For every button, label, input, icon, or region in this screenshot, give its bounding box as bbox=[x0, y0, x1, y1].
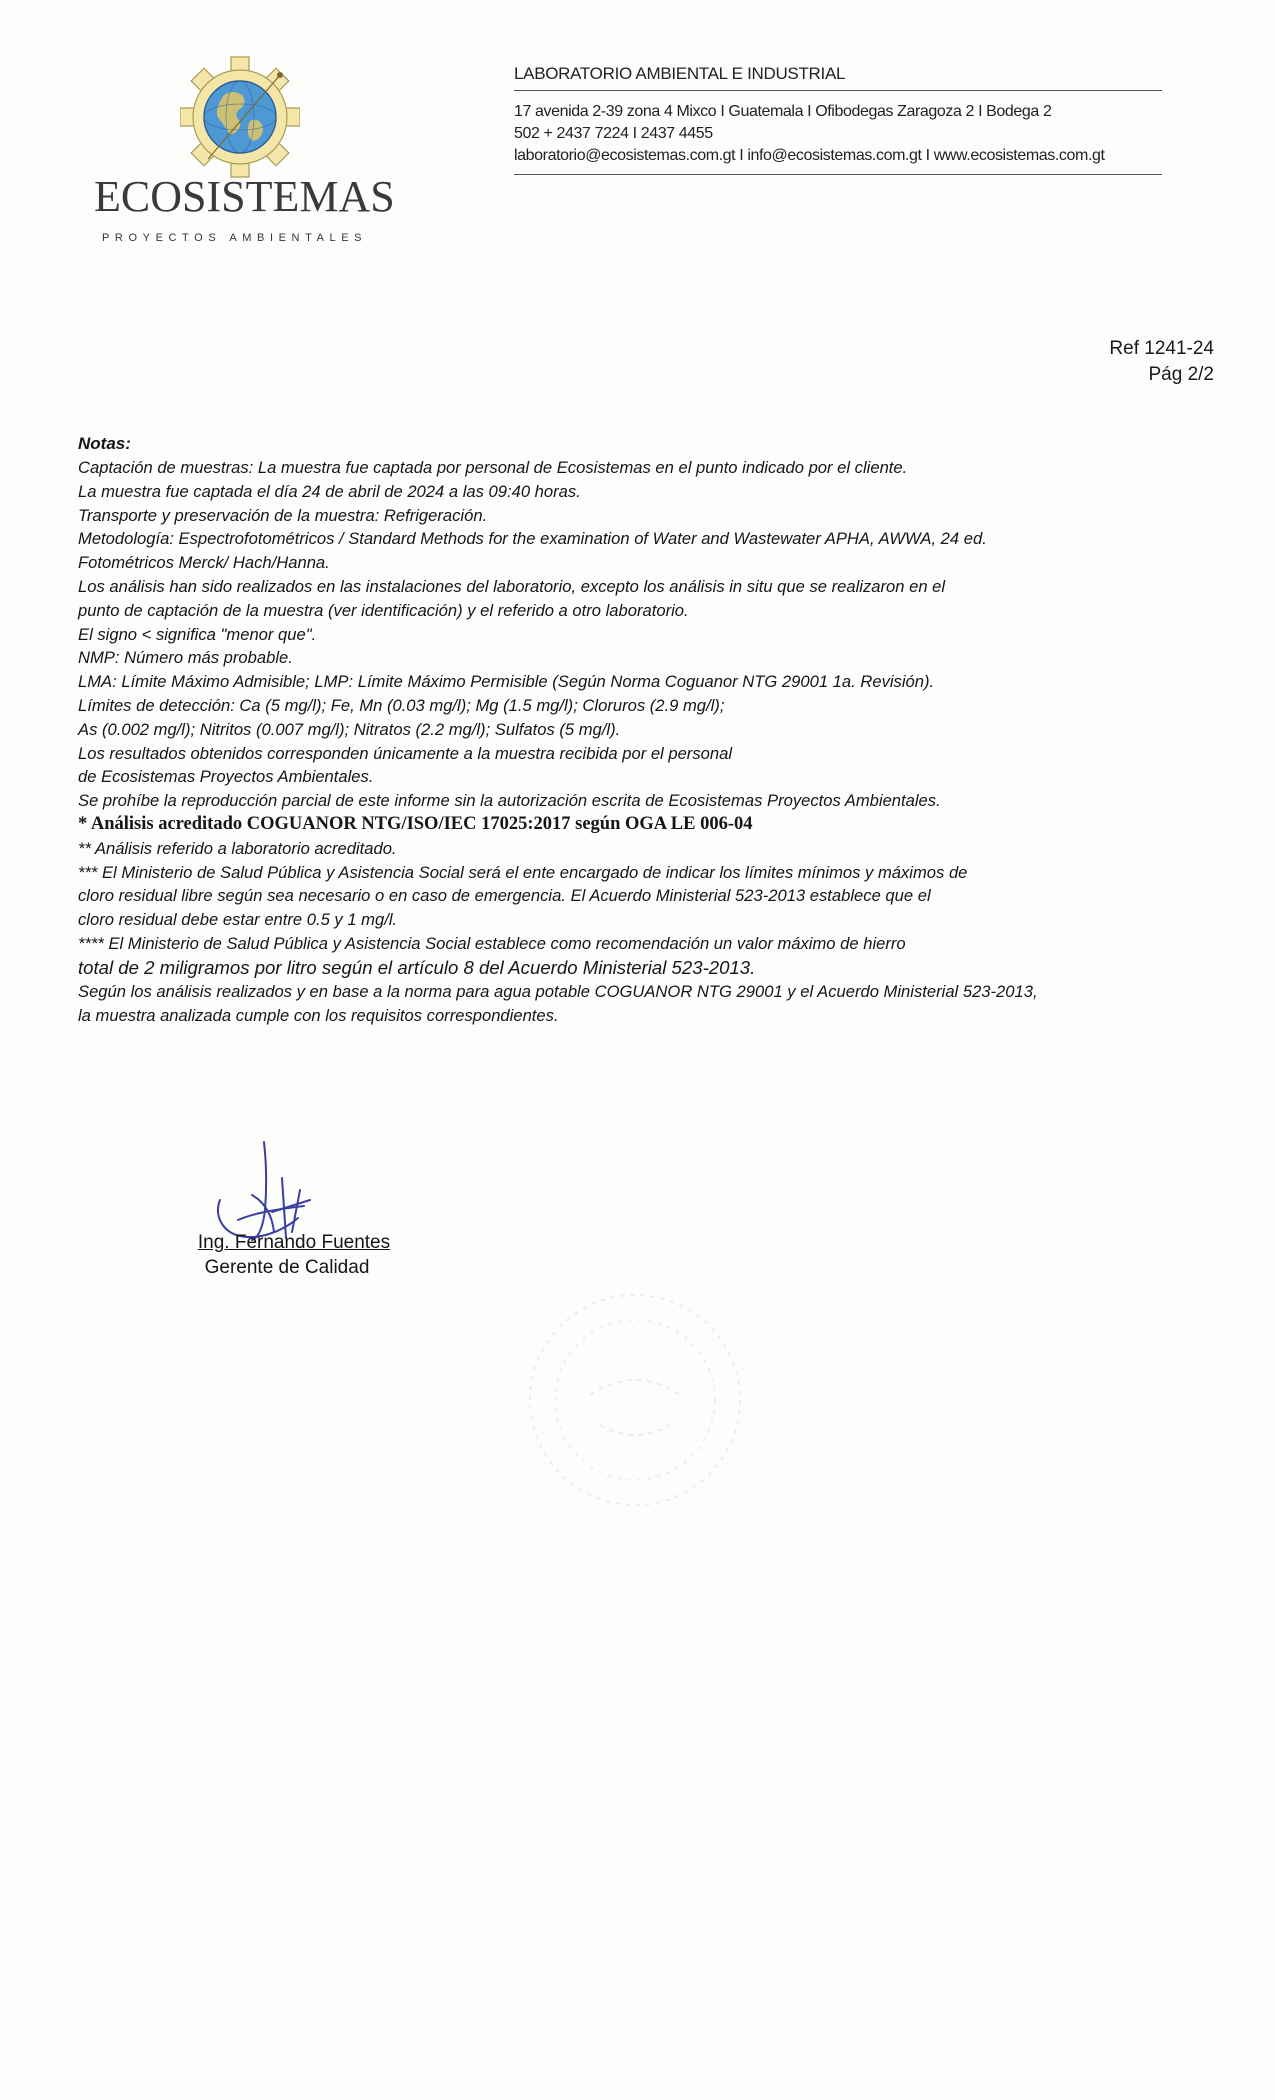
signatory-block bbox=[174, 1231, 414, 1281]
lab-name: LABORATORIO AMBIENTAL E INDUSTRIAL bbox=[514, 64, 1162, 91]
note-line: Límites de detección: Ca (5 mg/l); Fe, Mn (0.03 mg/l); Mg (1.5 mg/l); Cloruros (2.9 mg/l); bbox=[78, 695, 725, 715]
lab-address: 17 avenida 2-39 zona 4 Mixco I Guatemala I Ofibodegas Zaragoza 2 I Bodega 2 bbox=[514, 103, 1052, 120]
note-line: total de 2 miligramos por litro según el artículo 8 del Acuerdo Ministerial 523-2013. bbox=[78, 956, 756, 978]
logo-wordmark: ECOSISTEMAS bbox=[94, 172, 395, 221]
accreditation-note: * Análisis acreditado COGUANOR NTG/ISO/IEC 17025:2017 según OGA LE 006-04 bbox=[78, 813, 753, 834]
note-line: de Ecosistemas Proyectos Ambientales. bbox=[78, 767, 374, 787]
note-line: punto de captación de la muestra (ver identificación) y el referido a otro laboratorio. bbox=[78, 600, 689, 620]
logo-tagline: PROYECTOS AMBIENTALES bbox=[102, 232, 368, 244]
note-line: Los análisis han sido realizados en las instalaciones del laboratorio, excepto los análisis in situ que se realizaron en el bbox=[78, 576, 946, 596]
note-line: Se prohíbe la reproducción parcial de este informe sin la autorización escrita de Ecosistemas Proyectos Ambientales. bbox=[78, 791, 941, 811]
note-line: cloro residual libre según sea necesario o en caso de emergencia. El Acuerdo Ministerial 523-2013 establece que el bbox=[78, 886, 931, 906]
notes-section bbox=[78, 432, 1198, 1027]
note-line: la muestra analizada cumple con los requisitos correspondientes. bbox=[78, 1005, 559, 1025]
lab-header bbox=[514, 64, 1162, 175]
note-line: Transporte y preservación de la muestra: Refrigeración. bbox=[78, 505, 488, 525]
note-line: ** Análisis referido a laboratorio acreditado. bbox=[78, 838, 397, 858]
note-line: La muestra fue captada el día 24 de abril de 2024 a las 09:40 horas. bbox=[78, 481, 581, 501]
embossed-seal-icon bbox=[520, 1275, 750, 1525]
lab-contacts: laboratorio@ecosistemas.com.gt I info@ecosistemas.com.gt I www.ecosistemas.com.gt bbox=[514, 145, 1162, 175]
note-line: Los resultados obtenidos corresponden únicamente a la muestra recibida por el personal bbox=[78, 743, 733, 763]
note-line: *** El Ministerio de Salud Pública y Asistencia Social será el ente encargado de indicar los límites mínimos y máximos de bbox=[78, 862, 968, 882]
note-line: Fotométricos Merck/ Hach/Hanna. bbox=[78, 553, 330, 573]
page-number: Pág 2/2 bbox=[1148, 364, 1214, 385]
reference-number: Ref 1241-24 bbox=[1109, 338, 1214, 359]
note-line: As (0.002 mg/l); Nitritos (0.007 mg/l); Nitratos (2.2 mg/l); Sulfatos (5 mg/l). bbox=[78, 719, 621, 739]
gear-globe-icon bbox=[180, 55, 300, 180]
company-logo bbox=[88, 55, 395, 255]
note-line: NMP: Número más probable. bbox=[78, 648, 293, 668]
note-line: cloro residual debe estar entre 0.5 y 1 mg/l. bbox=[78, 910, 398, 930]
note-line: Captación de muestras: La muestra fue captada por personal de Ecosistemas en el punto indicado por el cliente. bbox=[78, 458, 908, 477]
reference-block bbox=[1109, 336, 1214, 388]
note-line: Metodología: Espectrofotométricos / Standard Methods for the examination of Water and Wastewater APHA, AWWA, 24 ed. bbox=[78, 529, 987, 549]
note-line: LMA: Límite Máximo Admisible; LMP: Límite Máximo Permisible (Según Norma Coguanor NTG 29001 1a. Revisión). bbox=[78, 672, 935, 692]
note-line: **** El Ministerio de Salud Pública y Asistencia Social establece como recomendación un valor máximo de hierro bbox=[78, 933, 906, 953]
lab-phones: 502 + 2437 7224 I 2437 4455 bbox=[514, 125, 713, 142]
notes-title: Notas: bbox=[78, 434, 131, 453]
note-line: El signo < significa "menor que". bbox=[78, 624, 317, 644]
note-line: Según los análisis realizados y en base a la norma para agua potable COGUANOR NTG 29001 y el Acuerdo Ministerial 523-2013, bbox=[78, 981, 1038, 1001]
signatory-title: Gerente de Calidad bbox=[204, 1257, 370, 1278]
signatory-name: Ing. Fernando Fuentes bbox=[197, 1232, 391, 1253]
